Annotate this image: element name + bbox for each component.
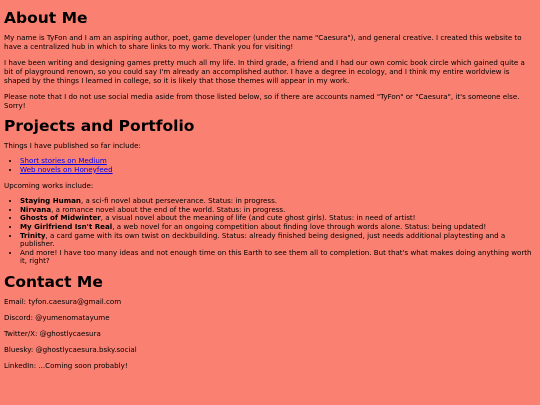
projects-heading: Projects and Portfolio bbox=[4, 117, 195, 135]
work-title: Nirvana bbox=[20, 204, 52, 214]
work-description: , a sci-fi novel about perseverance. Status: in progress. bbox=[80, 196, 278, 206]
honeyfeed-link[interactable]: Web novels on Honeyfeed bbox=[20, 164, 113, 174]
contact-heading: Contact Me bbox=[4, 272, 103, 291]
contact-twitter: Twitter/X: @ghostlycaesura bbox=[4, 328, 101, 338]
work-title: Ghosts of Midwinter bbox=[20, 213, 101, 223]
work-description: , a card game with its own twist on deckbuilding. Status: already finished being designed, just needs additional playtesting and a publisher. bbox=[20, 230, 506, 249]
list-item bbox=[20, 249, 536, 266]
work-title: Staying Human bbox=[20, 196, 81, 206]
upcoming-list bbox=[4, 197, 536, 266]
about-section bbox=[4, 9, 536, 110]
work-description: , a visual novel about the meaning of life (and cute ghost girls). Status: in need of artist! bbox=[100, 213, 416, 223]
published-intro: Things I have published so far include: bbox=[4, 141, 141, 150]
about-paragraph: Please note that I do not use social media aside from those listed below, so if there are accounts named "TyFon" or "Caesura", it's someone else. Sorry! bbox=[4, 92, 520, 110]
projects-section bbox=[4, 117, 536, 266]
work-description: And more! I have too many ideas and not enough time on this Earth to see them all to completion. But that's what makes doing anything worth it, right? bbox=[20, 247, 532, 266]
contact-email: Email: tyfon.caesura@gmail.com bbox=[4, 296, 122, 306]
upcoming-intro: Upcoming works include: bbox=[4, 181, 94, 191]
contact-section bbox=[4, 273, 536, 370]
contact-bluesky: Bluesky: @ghostlycaesura.bsky.social bbox=[4, 344, 137, 354]
published-list bbox=[4, 157, 536, 174]
work-description: , a romance novel about the end of the world. Status: in progress. bbox=[51, 204, 286, 214]
list-item bbox=[20, 166, 536, 175]
about-heading: About Me bbox=[4, 9, 88, 27]
contact-discord: Discord: @yumenomatayume bbox=[4, 312, 110, 322]
about-paragraph: I have been writing and designing games pretty much all my life. In third grade, a friend and I had our own comic book circle which gained quite a bit of playground renown, so you could say I'm already an accomplished author. I have a degree in ecology, and I think my entire worldview is shaped by the things I learned in college, so it is likely that those themes will appear in my work. bbox=[4, 58, 525, 85]
list-item bbox=[20, 232, 536, 249]
contact-linkedin: LinkedIn: ...Coming soon probably! bbox=[4, 360, 128, 370]
work-title: My Girlfriend Isn't Real bbox=[20, 221, 113, 231]
medium-link[interactable]: Short stories on Medium bbox=[20, 156, 107, 165]
work-description: , a web novel for an ongoing competition about finding love through words alone. Status: being updated! bbox=[112, 221, 487, 231]
work-title: Trinity bbox=[20, 230, 46, 240]
about-paragraph: My name is TyFon and I am an aspiring author, poet, game developer (under the name "Caesura"), and general creative. I created this website to have a centralized hub in which to share links to my work. Thank you for visiting! bbox=[4, 33, 522, 51]
